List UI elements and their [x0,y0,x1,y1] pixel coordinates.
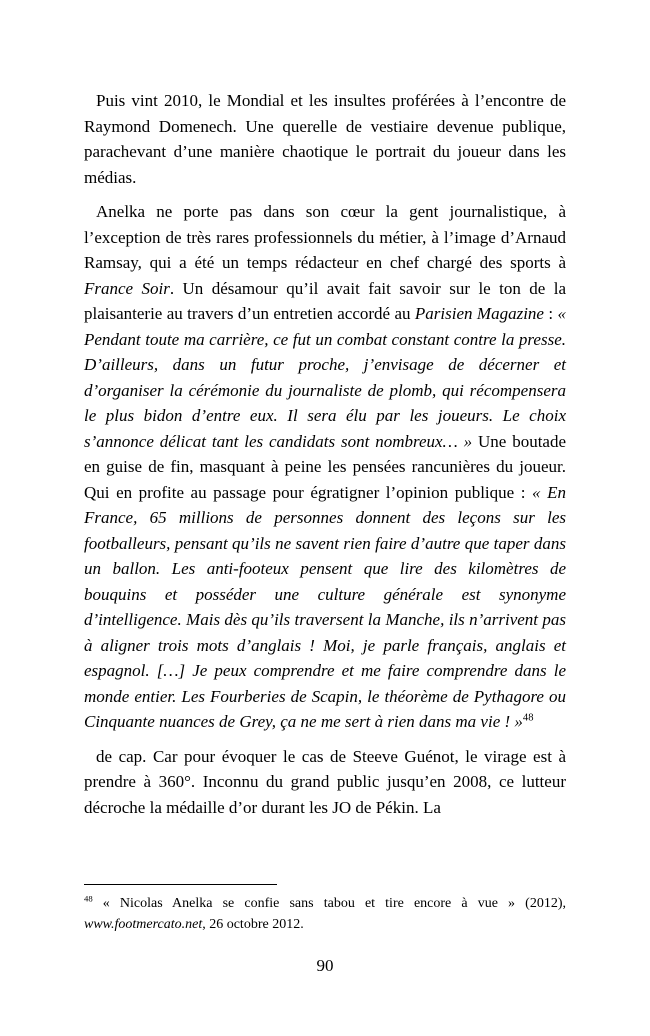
paragraph [84,744,566,821]
text-run: « Nicolas Anelka se confie sans tabou et tire encore à vue » (2012), [92,896,566,911]
footnote-divider [84,884,277,885]
text-run: Puis vint 2010, le Mondial et les insultes proférées à l’encontre de Raymond Domenech. Une querelle de vestiaire devenue publique, parachevant d’une manière chaotique le portrait du joueur dans les médias. [84,91,566,187]
text-run: France Soir [84,278,170,298]
page-number: 90 [316,956,334,975]
footnote-marker: 48 [522,712,534,724]
paragraph [84,199,566,735]
footnote-text [84,893,566,935]
text-run: : [543,304,558,323]
footnote-marker: 48 [84,893,93,904]
text-run: « En France, 65 millions de personnes donnent des leçons sur les footballeurs, pensant qu’ils ne savent rien faire d’autre que taper dans un ballon. Les anti-footeux pensent que lire des kilomètres de bouquins et posséder une culture générale est synonyme d’intelligence. Mais dès qu’ils traversent la Manche, ils n’arrivent pas à aligner trois mots d’anglais ! Moi, je parle français, anglais et espagnol. […] Je peux comprendre et me faire comprendre dans le monde entier. Les Fourberies de Scapin, le théorème de Pythagore ou Cinquante nuances de Grey, ça ne me sert à rien dans ma vie ! » [84,482,566,731]
text-run: , 26 octobre 2012. [202,917,304,932]
text-run: Parisien Magazine [414,304,544,323]
text-run: www.footmercato.net [84,917,203,932]
text-run: « Pendant toute ma carrière, ce fut un combat constant contre la presse. D’ailleurs, dans un futur proche, j’envisage de décerner et d’organiser la cérémonie du journaliste de plomb, qui récompensera le plus bidon d’entre eux. Il sera élu par les joueurs. Le choix s’annonce délicat tant les candidats sont nombreux… » [84,304,566,451]
text-run: Une boutade en guise de fin, masquant à peine les pensées rancunières du joueur. Qui en profite au passage pour égratigner l’opinion publique : [84,431,567,502]
text-run: Anelka ne porte pas dans son cœur la gent journalistique, à l’exception de très rares professionnels du métier, à l’image d’Arnaud Ramsay, qui a été un temps rédacteur en chef chargé des sports à [84,202,566,272]
text-run: de cap. Car pour évoquer le cas de Steeve Guénot, le virage est à prendre à 360°. Inconnu du grand public jusqu’en 2008, ce lutteur décroche la médaille d’or durant les JO de Pékin. La [84,746,566,817]
text-column [84,88,566,829]
paragraph [84,88,566,190]
text-run: . Un désamour qu’il avait fait savoir sur le ton de la plaisanterie au travers d’un entretien accordé au [84,278,566,323]
